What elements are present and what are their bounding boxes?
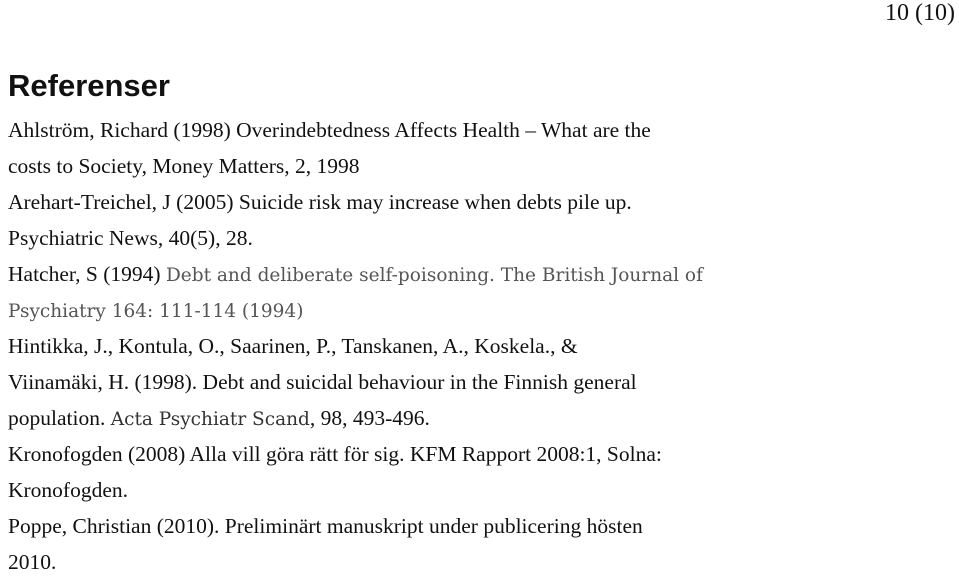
page-number: 10 (10) — [885, 0, 955, 26]
reference-entry — [8, 256, 953, 328]
reference-text: Kronofogden (2008) Alla vill göra rätt för sig. KFM Rapport 2008:1, Solna: — [8, 442, 662, 466]
reference-text: Psychiatric News, 40(5), 28. — [8, 226, 253, 250]
reference-text: Hintikka, J., Kontula, O., Saarinen, P., Tanskanen, A., Koskela., & — [8, 334, 578, 358]
section-heading: Referenser — [8, 68, 170, 103]
reference-line — [8, 256, 953, 292]
reference-text: 2010. — [8, 550, 57, 574]
reference-entry — [8, 508, 953, 580]
reference-list — [8, 112, 953, 580]
reference-text: , 98, 493-496. — [309, 406, 430, 430]
reference-text: Debt and deliberate self-poisoning. The British Journal of — [165, 265, 703, 286]
reference-text: Hatcher, S (1994) — [8, 262, 166, 286]
reference-text: Arehart-Treichel, J (2005) Suicide risk may increase when debts pile up. — [8, 190, 632, 214]
reference-text: costs to Society, Money Matters, 2, 1998 — [8, 154, 360, 178]
reference-text: Viinamäki, H. (1998). Debt and suicidal behaviour in the Finnish general — [8, 370, 637, 394]
reference-text: Psychiatry 164: 111-114 (1994) — [8, 301, 304, 322]
reference-line — [8, 220, 953, 256]
reference-line — [8, 436, 953, 472]
reference-line — [8, 112, 953, 148]
reference-line — [8, 328, 953, 364]
reference-entry — [8, 436, 953, 508]
reference-text: Acta Psychiatr Scand — [110, 409, 310, 430]
reference-text: Kronofogden. — [8, 478, 129, 502]
reference-line — [8, 184, 953, 220]
reference-line — [8, 544, 953, 580]
reference-entry — [8, 184, 953, 256]
reference-line — [8, 292, 953, 328]
reference-line — [8, 400, 953, 436]
reference-text: Poppe, Christian (2010). Preliminärt manuskript under publicering hösten — [8, 514, 643, 538]
reference-text: population. — [8, 406, 111, 430]
reference-line — [8, 508, 953, 544]
reference-line — [8, 364, 953, 400]
reference-entry — [8, 328, 953, 436]
reference-entry — [8, 112, 953, 184]
reference-line — [8, 472, 953, 508]
reference-line — [8, 148, 953, 184]
reference-text: Ahlström, Richard (1998) Overindebtedness Affects Health – What are the — [8, 118, 651, 142]
